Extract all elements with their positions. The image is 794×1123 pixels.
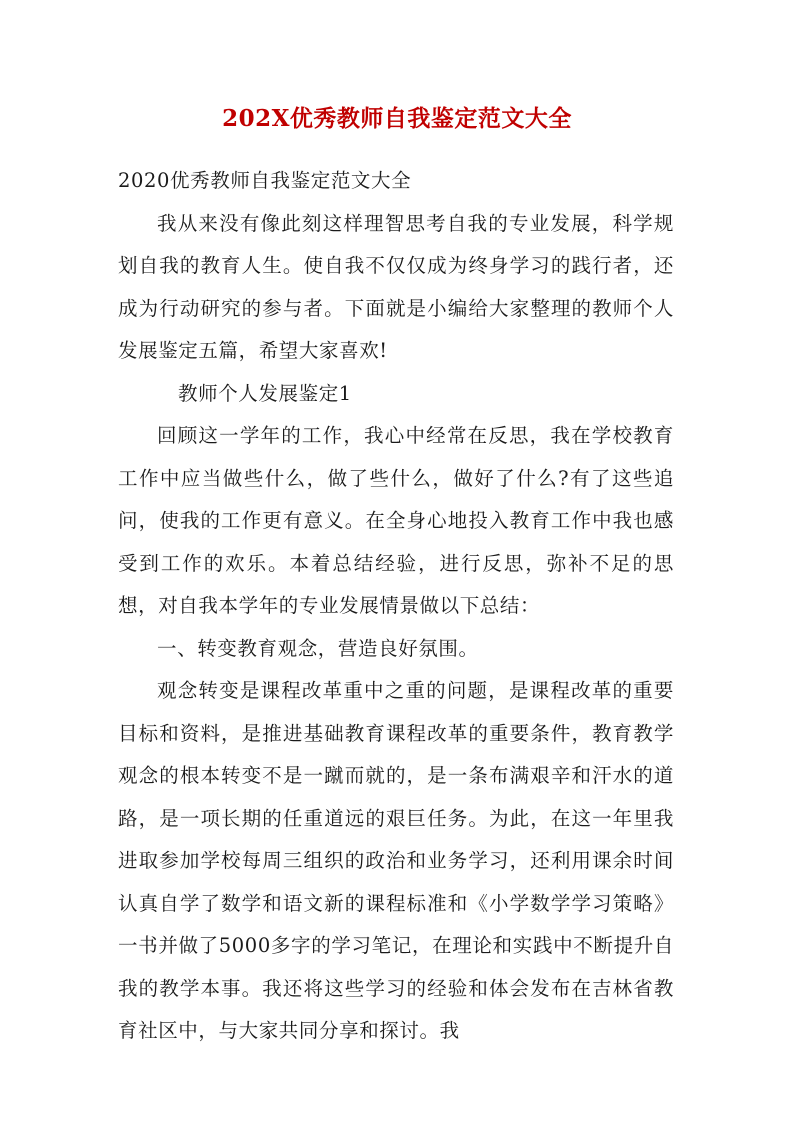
body-paragraph: 观念转变是课程改革重中之重的问题，是课程改革的重要目标和资料，是推进基础教育课程改革的重要条件，教育教学观念的根本转变不是一蹴而就的，是一条布满艰辛和汗水的道路，是一项长期的任重道远的艰巨任务。为此，在这一年里我进取参加学校每周三组织的政治和业务学习，还利用课余时间认真自学了数学和语文新的课程标准和《小学数学学习策略》一书并做了5000多字的学习笔记，在理论和实践中不断提升自我的教学本事。我还将这些学习的经验和体会发布在吉林省教育社区中，与大家共同分享和探讨。我 — [118, 679, 674, 1042]
body-paragraph: 回顾这一学年的工作，我心中经常在反思，我在学校教育工作中应当做些什么，做了些什么，做好了什么?有了这些追问，使我的工作更有意义。在全身心地投入教育工作中我也感受到工作的欢乐。本着总结经验，进行反思，弥补不足的思想，对自我本学年的专业发展情景做以下总结： — [118, 424, 674, 617]
subsection-heading: 一、转变教育观念，营造良好氛围。 — [157, 636, 479, 660]
document-title: 202X优秀教师自我鉴定范文大全 — [222, 105, 572, 132]
document-subtitle: 2020优秀教师自我鉴定范文大全 — [118, 169, 412, 192]
intro-paragraph: 我从来没有像此刻这样理智思考自我的专业发展，科学规划自我的教育人生。使自我不仅仅成为终身学习的践行者，还成为行动研究的参与者。下面就是小编给大家整理的教师个人发展鉴定五篇，希望大家喜欢! — [118, 211, 674, 362]
section-heading: 教师个人发展鉴定1 — [178, 381, 352, 405]
document-body — [118, 160, 674, 1053]
